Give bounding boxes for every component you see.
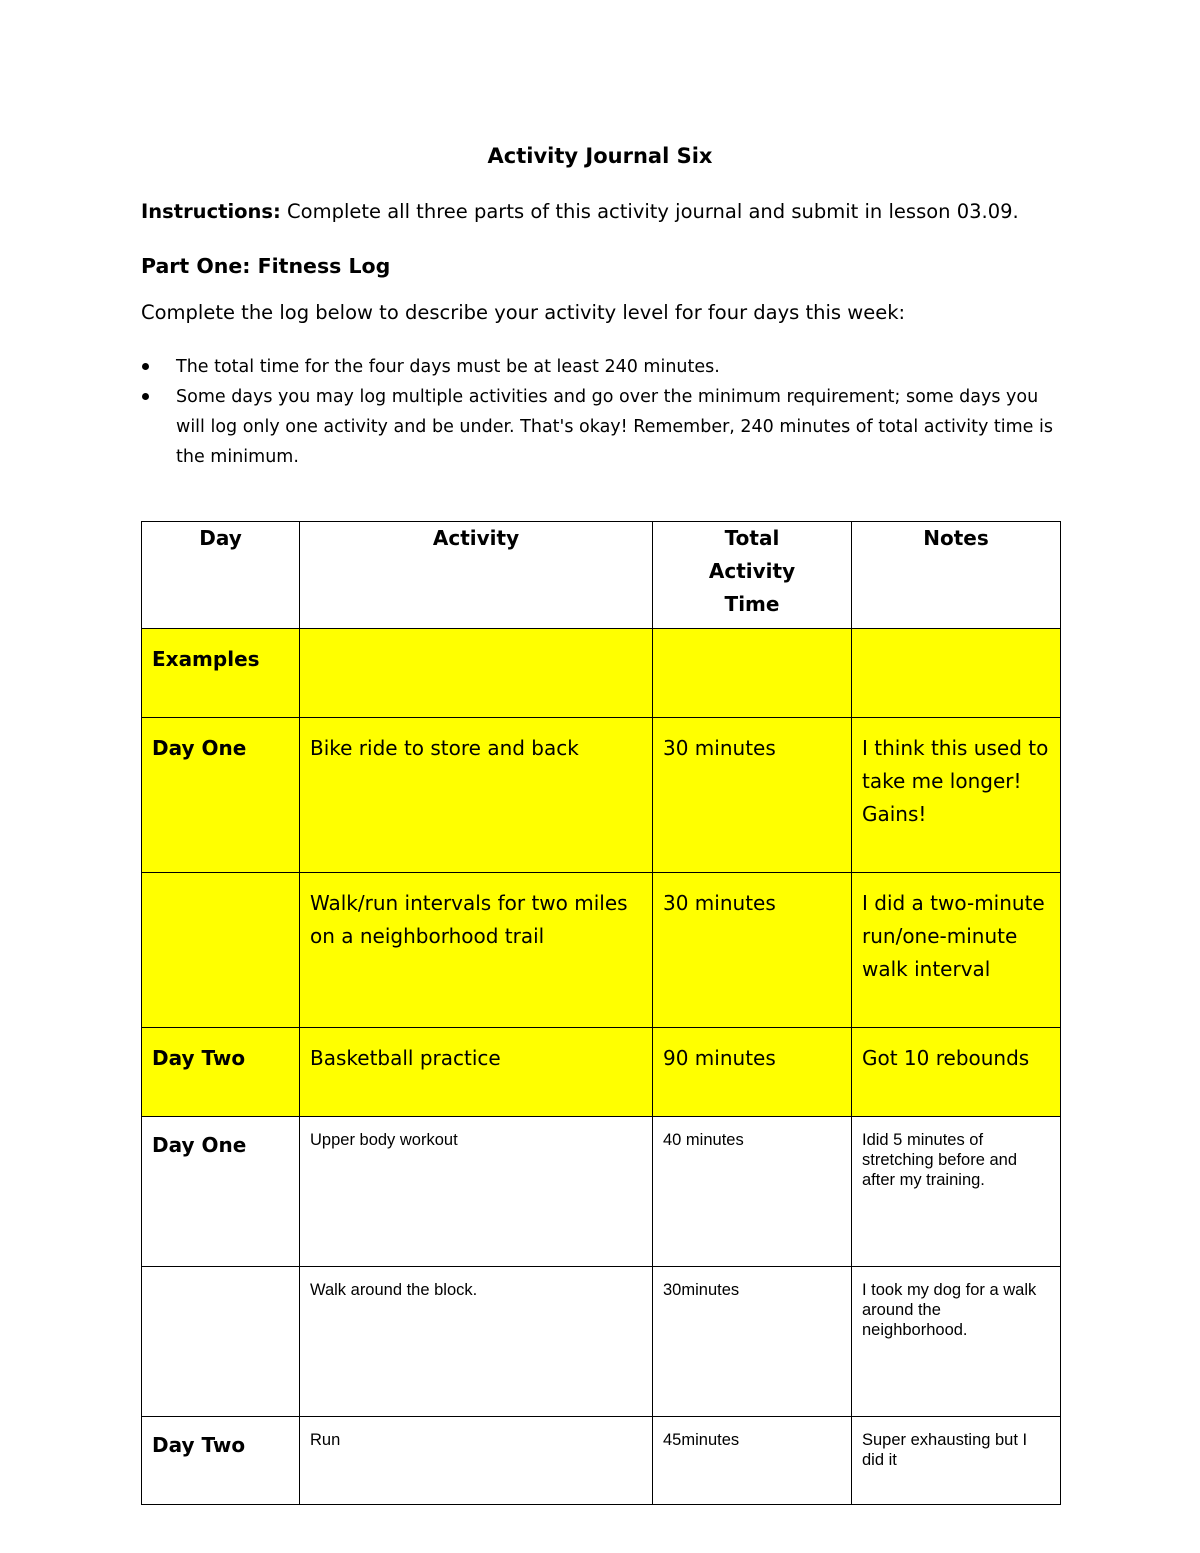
entry-notes[interactable]: Super exhausting but I did it [852,1417,1061,1505]
header-notes: Notes [852,522,1061,629]
requirements-list [141,352,1061,472]
entry-activity[interactable]: Run [300,1417,653,1505]
example-activity: Basketball practice [300,1028,653,1117]
entry-row [142,1117,1061,1267]
header-total-time: Total Activity Time [653,522,852,629]
entry-activity[interactable]: Upper body workout [300,1117,653,1267]
entry-notes[interactable]: I took my dog for a walk around the neighborhood. [852,1267,1061,1417]
entry-day: Day Two [142,1417,300,1505]
table-header-row [142,522,1061,629]
example-day [142,873,300,1028]
entry-day: Day One [142,1117,300,1267]
example-day: Day One [142,718,300,873]
example-notes: I think this used to take me longer! Gains! [852,718,1061,873]
entry-time[interactable]: 40 minutes [653,1117,852,1267]
example-activity: Walk/run intervals for two miles on a neighborhood trail [300,873,653,1028]
requirement-item: The total time for the four days must be at least 240 minutes. [141,352,1061,382]
document-title: Activity Journal Six [487,144,713,168]
example-day: Day Two [142,1028,300,1117]
header-day: Day [142,522,300,629]
entry-row [142,1417,1061,1505]
example-row [142,873,1061,1028]
instructions [141,200,1081,223]
entry-row [142,1267,1061,1417]
instructions-text: Complete all three parts of this activity journal and submit in lesson 03.09. [280,200,1019,223]
examples-row [142,629,1061,718]
example-time: 90 minutes [653,1028,852,1117]
example-time: 30 minutes [653,873,852,1028]
example-notes: Got 10 rebounds [852,1028,1061,1117]
fitness-log-table [141,521,1061,1505]
intro-text: Complete the log below to describe your activity level for four days this week: [141,301,906,324]
example-notes: I did a two-minute run/one-minute walk interval [852,873,1061,1028]
table-cell [300,629,653,718]
table-cell [852,629,1061,718]
examples-label: Examples [142,629,300,718]
entry-notes[interactable]: Idid 5 minutes of stretching before and after my training. [852,1117,1061,1267]
header-activity: Activity [300,522,653,629]
example-time: 30 minutes [653,718,852,873]
requirement-item: Some days you may log multiple activities and go over the minimum requirement; some days you will log only one activity and be under. That's okay! Remember, 240 minutes of total activity time is the minimum. [141,382,1061,472]
entry-day [142,1267,300,1417]
entry-time[interactable]: 30minutes [653,1267,852,1417]
example-activity: Bike ride to store and back [300,718,653,873]
part-one-heading: Part One: Fitness Log [141,254,391,278]
entry-time[interactable]: 45minutes [653,1417,852,1505]
table-cell [653,629,852,718]
example-row [142,718,1061,873]
instructions-label: Instructions: [141,200,281,223]
entry-activity[interactable]: Walk around the block. [300,1267,653,1417]
example-row [142,1028,1061,1117]
